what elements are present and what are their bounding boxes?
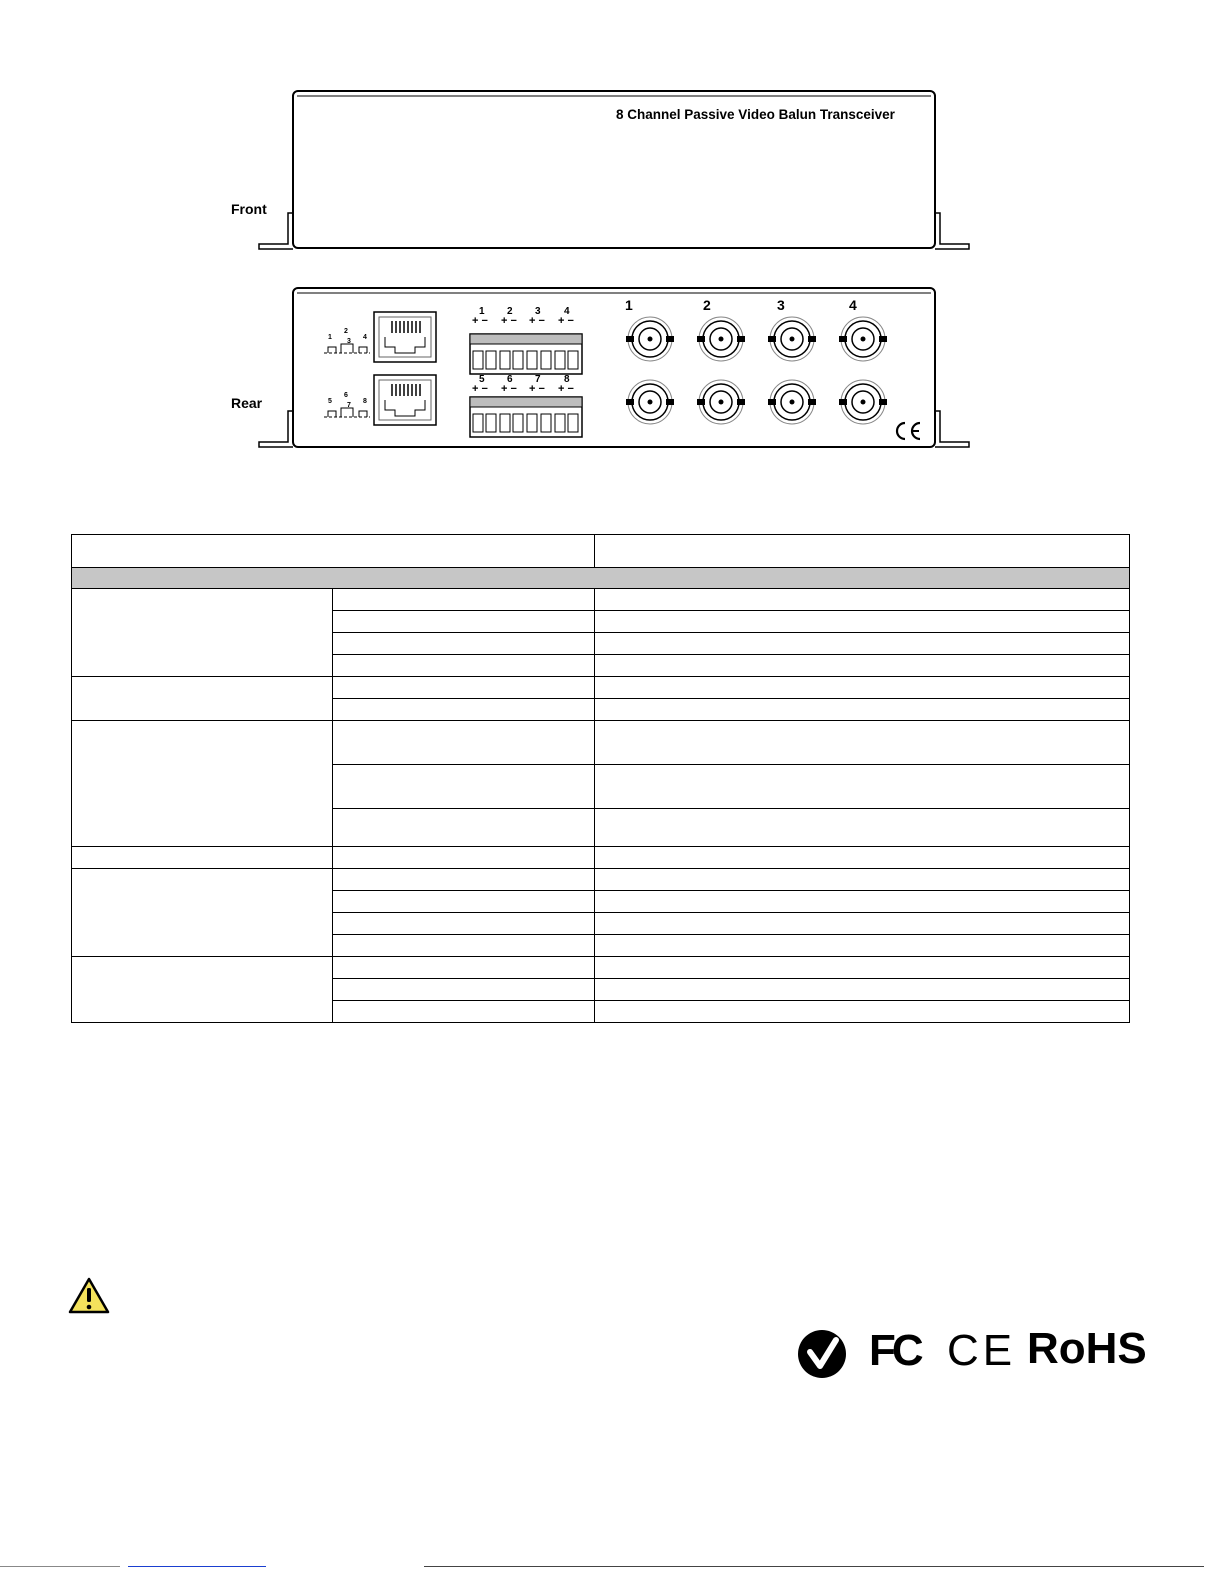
- table-row: [72, 589, 1130, 611]
- table-row: [72, 847, 1130, 869]
- table-header-row: [72, 535, 1130, 568]
- terminal-bottom-labels: 5 6 7 8 + − + − + − + −: [472, 374, 574, 395]
- warning-triangle-icon: [68, 1277, 110, 1314]
- table-section-band: [72, 568, 1130, 589]
- front-panel-title: 8 Channel Passive Video Balun Transceiver: [616, 107, 895, 122]
- rj45-port-top: [373, 311, 437, 363]
- rohs-logo: RoHS: [1027, 1324, 1147, 1373]
- footer-link-underline: [128, 1566, 266, 1567]
- terminal-top-labels: 1 2 3 4 + − + − + − + −: [472, 306, 574, 327]
- ce-logo: CE: [947, 1326, 1017, 1375]
- footer-rule-left: [0, 1566, 120, 1567]
- table-row: [72, 869, 1130, 891]
- table-row: [72, 677, 1130, 699]
- rear-label: Rear: [231, 395, 263, 411]
- front-label: Front: [231, 201, 267, 217]
- table-row: [72, 957, 1130, 979]
- c-tick-icon: [796, 1328, 848, 1380]
- fcc-logo: FC: [869, 1326, 920, 1375]
- bnc-connectors: [620, 313, 900, 428]
- bnc-number-1: 1: [625, 297, 633, 313]
- rj45-pinout-top: 1 2 3 4: [322, 334, 372, 358]
- terminal-block-bottom: [469, 396, 583, 438]
- rj45-pinout-bottom: 5 6 7 8: [322, 398, 372, 422]
- rear-ce-text: [0, 0, 1, 1]
- footer-rule-right: [424, 1566, 1204, 1567]
- bnc-number-4: 4: [849, 297, 857, 313]
- rear-ce-mark: [893, 421, 923, 441]
- table-row: [72, 721, 1130, 765]
- terminal-block-top: [469, 333, 583, 375]
- bnc-number-3: 3: [777, 297, 785, 313]
- rj45-port-bottom: [373, 374, 437, 426]
- bnc-number-2: 2: [703, 297, 711, 313]
- spec-table: [71, 534, 1130, 1023]
